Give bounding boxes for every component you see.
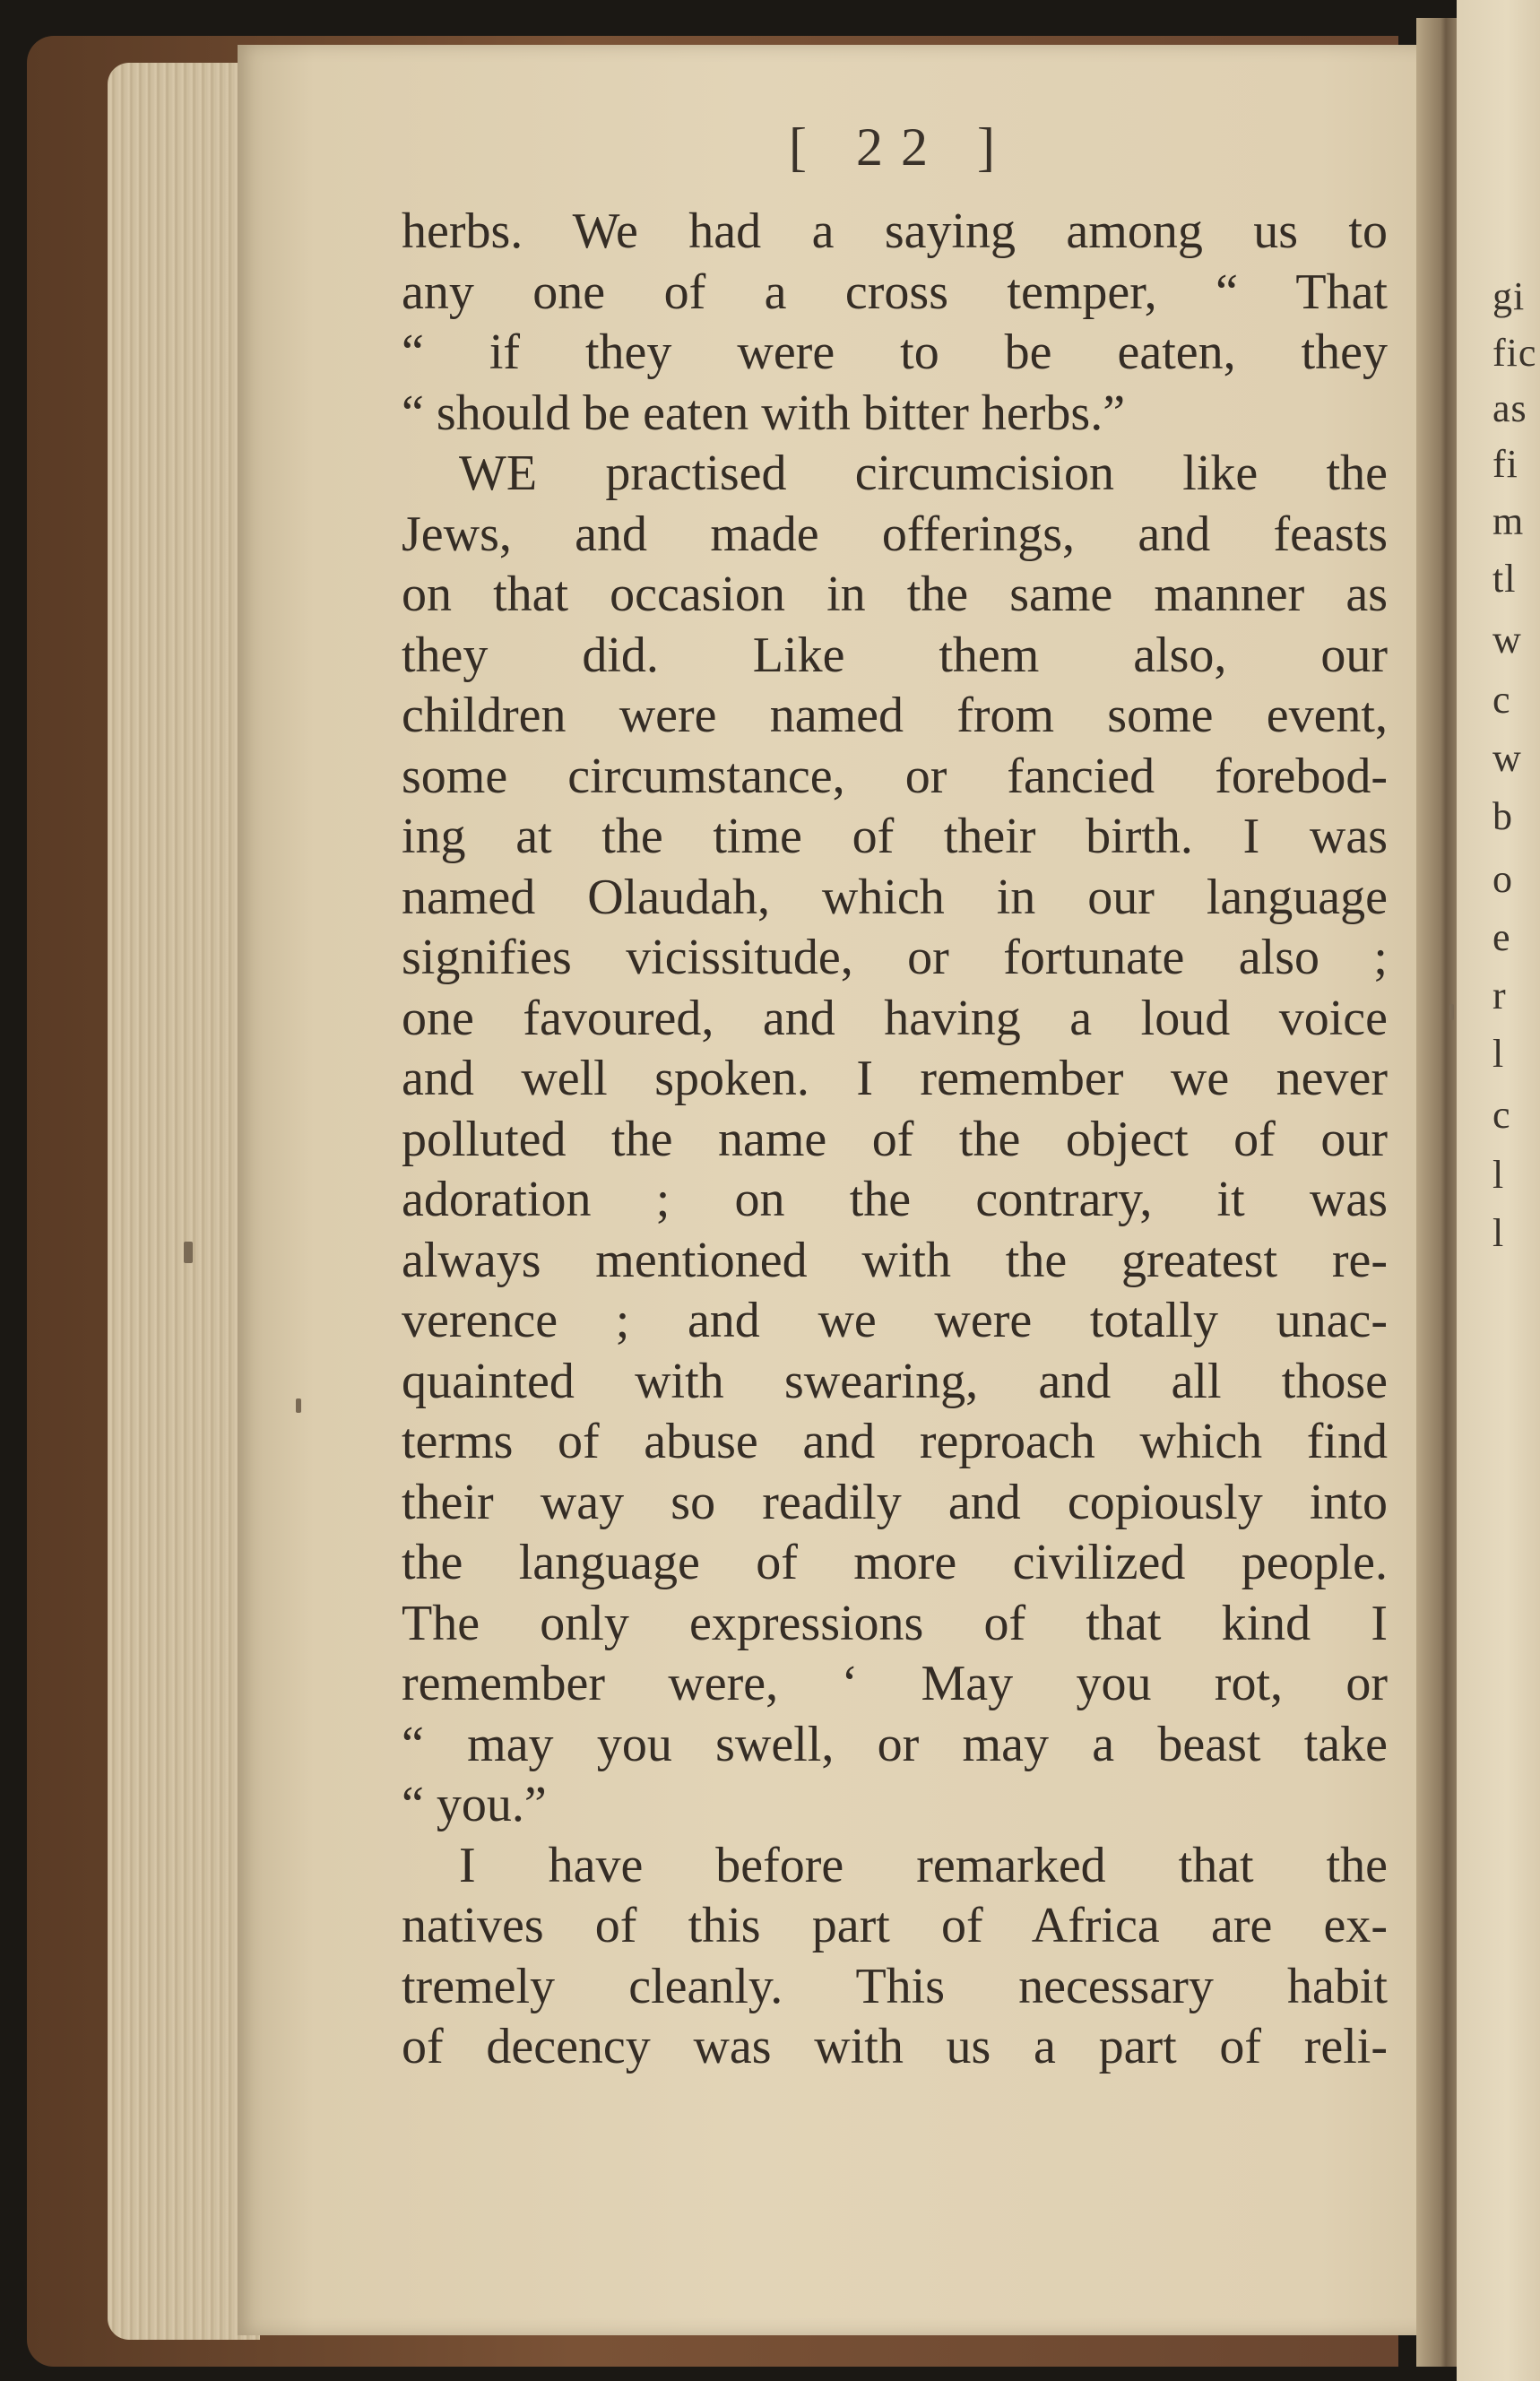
text-line: verence ; and we were totally unac-	[402, 1293, 1388, 1348]
page-blemish	[1449, 1004, 1454, 1020]
text-line: one favoured, and having a loud voice	[402, 990, 1388, 1046]
text-line: of decency was with us a part of reli-	[402, 2019, 1388, 2074]
text-line: their way so readily and copiously into	[402, 1474, 1388, 1530]
adjacent-fragment: m	[1492, 499, 1525, 543]
adjacent-fragment: w	[1492, 736, 1522, 780]
text-line: “ should be eaten with bitter herbs.”	[402, 385, 1126, 441]
adjacent-fragment: o	[1492, 857, 1513, 901]
adjacent-fragment: l	[1492, 1032, 1505, 1076]
text-line: adoration ; on the contrary, it was	[402, 1172, 1388, 1227]
text-line: any one of a cross temper, “ That	[402, 264, 1388, 320]
text-line: signifies vicissitude, or fortunate also ;	[402, 930, 1388, 985]
text-line: Jews, and made offerings, and feasts	[402, 506, 1388, 562]
adjacent-fragment: r	[1492, 974, 1507, 1017]
text-line: the language of more civilized people.	[402, 1535, 1388, 1590]
text-line: WE practised circumcision like the	[459, 446, 1388, 501]
text-line: ing at the time of their birth. I was	[402, 809, 1388, 864]
text-line: remember were, ‘ May you rot, or	[402, 1656, 1388, 1711]
text-line: quainted with swearing, and all those	[402, 1353, 1388, 1409]
text-line: natives of this part of Africa are ex-	[402, 1898, 1388, 1953]
text-line: polluted the name of the object of our	[402, 1111, 1388, 1167]
text-line: always mentioned with the greatest re-	[402, 1232, 1388, 1288]
adjacent-fragment: gi	[1492, 274, 1526, 318]
adjacent-fragment: l	[1492, 1211, 1505, 1255]
page-number-header: [ 22 ]	[789, 117, 1013, 177]
adjacent-fragment: w	[1492, 618, 1522, 662]
text-line: terms of abuse and reproach which find	[402, 1414, 1388, 1469]
text-line: tremely cleanly. This necessary habit	[402, 1958, 1388, 2014]
text-line: on that occasion in the same manner as	[402, 567, 1388, 622]
adjacent-fragment: c	[1492, 1093, 1511, 1137]
adjacent-fragment: l	[1492, 1153, 1505, 1197]
adjacent-fragment: fi	[1492, 442, 1518, 486]
page-text	[402, 202, 1388, 2078]
adjacent-fragment: e	[1492, 915, 1511, 959]
text-line: herbs. We had a saying among us to	[402, 203, 1388, 259]
text-line: “ may you swell, or may a beast take	[402, 1716, 1388, 1772]
adjacent-fragment: as	[1492, 386, 1527, 430]
adjacent-fragment: b	[1492, 794, 1513, 838]
text-line: and well spoken. I remember we never	[402, 1051, 1388, 1106]
text-line: “ you.”	[402, 1777, 547, 1832]
adjacent-page	[1457, 0, 1540, 2381]
adjacent-fragment: fic	[1492, 331, 1537, 375]
text-line: “ if they were to be eaten, they	[402, 325, 1388, 380]
text-line: they did. Like them also, our	[402, 627, 1388, 683]
text-line: The only expressions of that kind I	[402, 1595, 1388, 1651]
page-blemish	[184, 1242, 193, 1263]
adjacent-fragment: c	[1492, 678, 1511, 722]
text-line: some circumstance, or fancied forebod-	[402, 748, 1388, 804]
adjacent-fragment: tl	[1492, 557, 1517, 601]
text-line: children were named from some event,	[402, 688, 1388, 743]
page-blemish	[296, 1398, 301, 1413]
text-line: named Olaudah, which in our language	[402, 869, 1388, 925]
text-line: I have before remarked that the	[459, 1837, 1388, 1893]
